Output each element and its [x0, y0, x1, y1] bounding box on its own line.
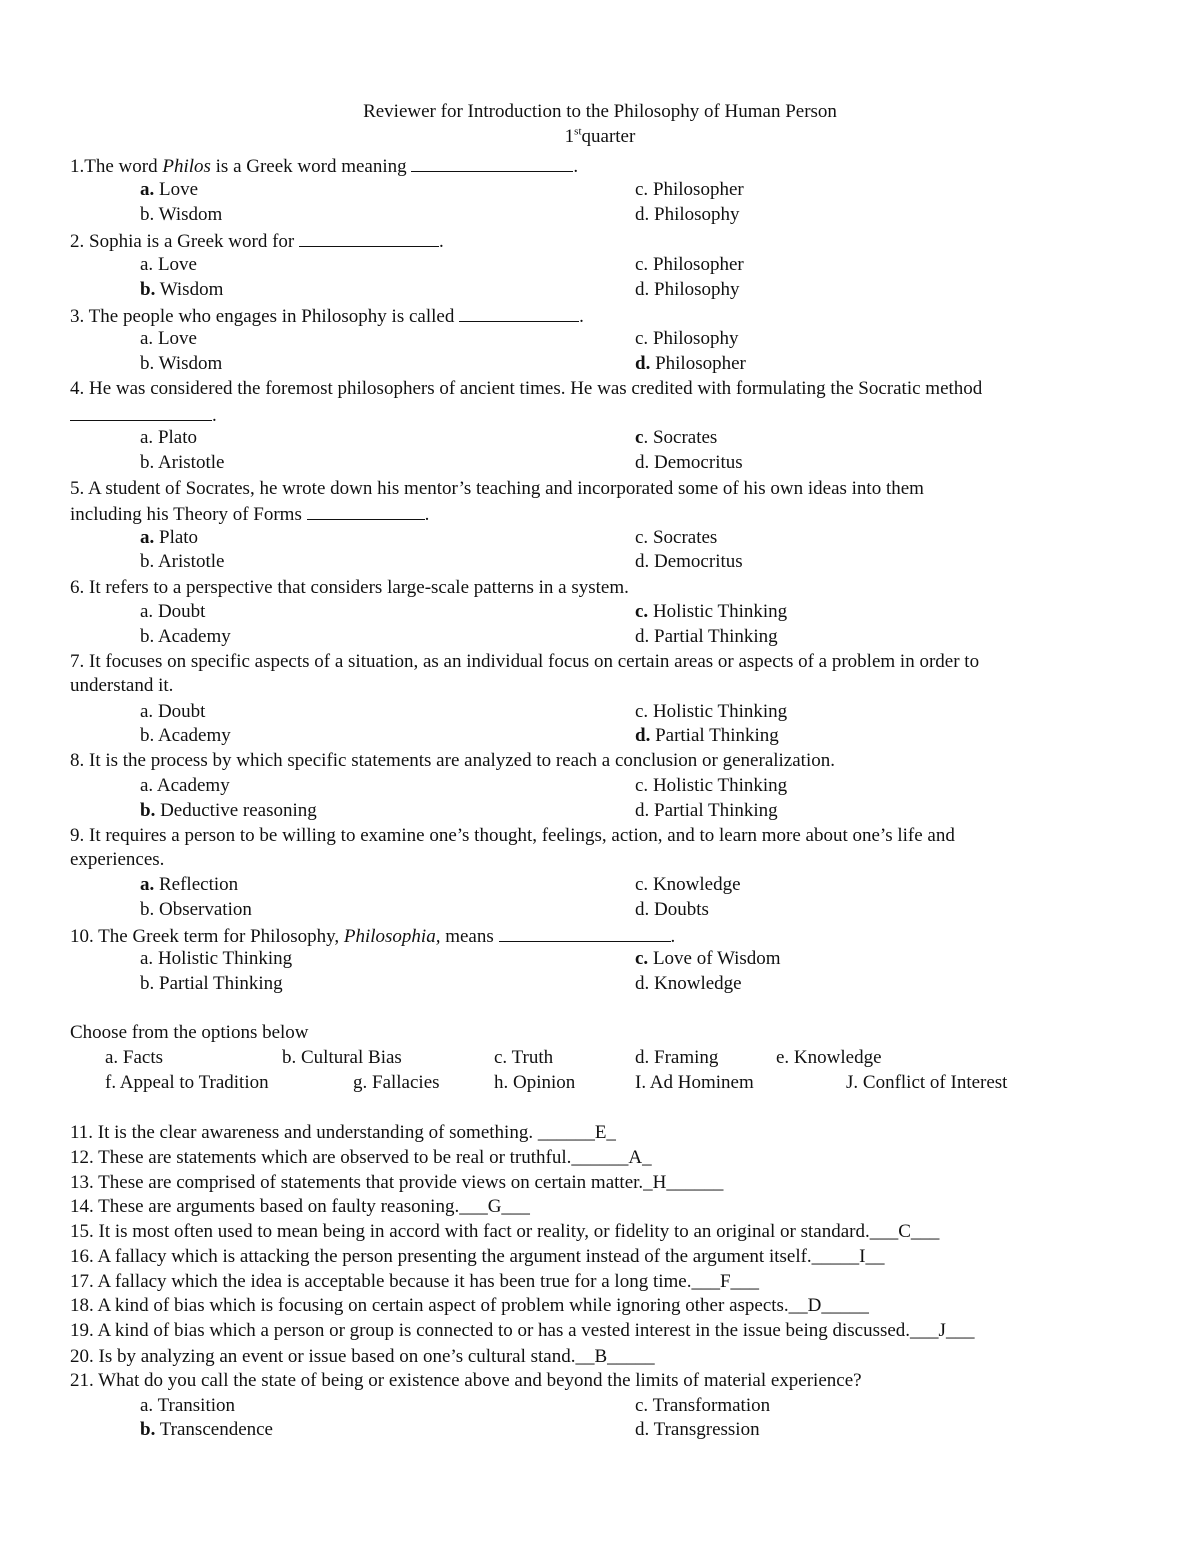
option: [140, 1394, 235, 1419]
option-letter: c.: [635, 701, 649, 722]
option: [140, 426, 197, 451]
option-text: Aristotle: [154, 551, 225, 572]
question-stem: Sophia is a Greek word for: [84, 231, 300, 252]
q7-options-row-2: [0, 724, 1200, 749]
q3-options-row-1: [0, 327, 1200, 352]
option: [140, 625, 231, 650]
option-text: Academy: [153, 775, 230, 796]
option-text: Academy: [154, 626, 231, 647]
option: [140, 724, 231, 749]
blank-end: .: [424, 504, 430, 525]
option-letter: a.: [140, 874, 155, 895]
option: [140, 550, 224, 575]
option-letter: b.: [140, 626, 155, 647]
question-9: [70, 824, 1130, 849]
option: [140, 972, 283, 997]
matching-item-14: 14. These are arguments based on faulty reasoning.___G___: [70, 1196, 530, 1217]
choice-item: a. Facts: [105, 1047, 164, 1068]
option-letter: b.: [140, 353, 155, 374]
question-2: [70, 228, 1130, 253]
option-letter: c: [635, 427, 644, 448]
q3-options-row-2: [0, 352, 1200, 377]
option-text: Philosophy: [649, 279, 740, 300]
q2-options-row-1: [0, 253, 1200, 278]
question-4: [70, 377, 1130, 402]
choice-item: b. Cultural Bias: [282, 1047, 402, 1068]
option: [140, 799, 317, 824]
quarter-number: 1: [564, 126, 575, 147]
answer-blank: [411, 153, 573, 172]
option-text: Holistic Thinking: [153, 948, 293, 969]
option-text: Academy: [154, 725, 231, 746]
option-letter: b.: [140, 279, 156, 300]
option-text: Philosophy: [648, 328, 739, 349]
option-text: Partial Thinking: [650, 725, 779, 746]
option-letter: d.: [635, 204, 650, 225]
option-text: Love: [154, 179, 199, 200]
option-text: Deductive reasoning: [155, 800, 317, 821]
option: [635, 700, 787, 725]
option-letter: b.: [140, 899, 155, 920]
q5-options-row-2: [0, 550, 1200, 575]
q4-options-row-1: [0, 426, 1200, 451]
question-9-line-2: [70, 848, 1130, 873]
question-number: 4.: [70, 378, 85, 399]
blank-end: .: [439, 231, 444, 252]
question-stem: A student of Socrates, he wrote down his mentor’s teaching and incorporated some of his own ideas into them: [84, 478, 924, 499]
question-number: 3.: [70, 306, 85, 327]
option-letter: b.: [140, 204, 155, 225]
question-5: [70, 477, 1130, 502]
option-text: Partial Thinking: [649, 626, 778, 647]
option-letter: b.: [140, 973, 155, 994]
matching-item-12: 12. These are statements which are observed to be real or truthful.______A_: [70, 1147, 652, 1168]
option: [635, 278, 740, 303]
question-stem-cont: including his Theory of Forms: [70, 504, 307, 525]
answer-blank: [499, 923, 671, 942]
option-letter: c.: [635, 601, 649, 622]
q6-options-row-1: [0, 600, 1200, 625]
q1-options-row-2: [0, 203, 1200, 228]
question-7-line-2: [70, 674, 1130, 699]
option-letter: c.: [635, 179, 649, 200]
matching-item-15: 15. It is most often used to mean being in accord with fact or reality, or fidelity to an original or standard.___C___: [70, 1221, 940, 1242]
question-stem: It refers to a perspective that considers large-scale patterns in a system.: [84, 577, 629, 598]
option: [635, 625, 778, 650]
option: [635, 352, 746, 377]
choices-row-1: [0, 1046, 1200, 1071]
question-number: 6.: [70, 577, 85, 598]
option: [140, 278, 223, 303]
option: [635, 724, 779, 749]
question-4-line-2: [70, 402, 1130, 427]
option: [635, 898, 709, 923]
option: [140, 526, 198, 551]
option: [635, 426, 717, 451]
option-letter: d.: [635, 551, 650, 572]
q21-options-row-2: [0, 1418, 1200, 1443]
option: [140, 352, 222, 377]
matching-item-11: 11. It is the clear awareness and understanding of something. ______E_: [70, 1122, 616, 1143]
choice-item: d. Framing: [635, 1047, 719, 1068]
question-8: [70, 749, 1130, 774]
option-letter: c.: [635, 948, 649, 969]
option-text: Wisdom: [155, 279, 224, 300]
option-letter: d.: [635, 353, 651, 374]
q5-options-row-1: [0, 526, 1200, 551]
option-letter: d.: [635, 725, 651, 746]
option-text: . Socrates: [643, 427, 718, 448]
option: [140, 1418, 273, 1443]
matching-item-16: 16. A fallacy which is attacking the person presenting the argument instead of the argument itself._____I__: [70, 1246, 885, 1267]
option: [140, 451, 224, 476]
option-text: Love of Wisdom: [648, 948, 781, 969]
q2-options-row-2: [0, 278, 1200, 303]
option: [140, 873, 238, 898]
option-text: Observation: [154, 899, 252, 920]
question-stem: It requires a person to be willing to examine one’s thought, feelings, action, and to learn more about one’s life and: [84, 825, 955, 846]
question-number: 10.: [70, 926, 94, 947]
question-stem: He was considered the foremost philosophers of ancient times. He was credited with formulating the Socratic method: [84, 378, 983, 399]
option-text: Aristotle: [154, 452, 225, 473]
option-letter: c.: [635, 874, 649, 895]
option-letter: c.: [635, 775, 649, 796]
choice-item: I. Ad Hominem: [635, 1072, 754, 1093]
option-text: Democritus: [649, 551, 743, 572]
q21-options-row-1: [0, 1394, 1200, 1419]
question-number: 7.: [70, 651, 85, 672]
choice-item: J. Conflict of Interest: [846, 1072, 1008, 1093]
q8-options-row-2: [0, 799, 1200, 824]
option-text: Philosopher: [648, 254, 744, 275]
option-letter: b.: [140, 725, 155, 746]
matching-item-19: 19. A kind of bias which a person or group is connected to or has a vested interest in the issue being discussed.___J___: [70, 1320, 975, 1341]
option: [635, 550, 743, 575]
blank-end: .: [670, 926, 676, 947]
matching-item-20: 20. Is by analyzing an event or issue based on one’s cultural stand.__B_____: [70, 1346, 655, 1367]
question-stem: It is the process by which specific statements are analyzed to reach a conclusion or generalization.: [84, 750, 835, 771]
option-letter: a.: [140, 948, 154, 969]
quarter-word: quarter: [581, 126, 636, 147]
option-text: Philosopher: [648, 179, 744, 200]
choice-item: e. Knowledge: [776, 1047, 882, 1068]
answer-blank: [70, 402, 212, 421]
option: [635, 253, 744, 278]
option: [140, 600, 205, 625]
quarter-superscript: st: [574, 125, 582, 138]
question-6: [70, 576, 1130, 601]
question-5-line-2: [70, 501, 1130, 526]
question-1: [70, 153, 1130, 178]
option-text: Doubt: [153, 601, 206, 622]
option: [635, 873, 741, 898]
option-letter: a.: [140, 1395, 154, 1416]
option: [140, 203, 222, 228]
option-text: Plato: [154, 527, 199, 548]
option: [635, 1418, 760, 1443]
question-number: 8.: [70, 750, 85, 771]
answer-blank: [307, 501, 425, 520]
option-letter: b.: [140, 800, 156, 821]
option-letter: d.: [635, 279, 650, 300]
option: [635, 799, 778, 824]
option-letter: a.: [140, 527, 155, 548]
option-letter: c.: [635, 527, 649, 548]
option-letter: d.: [635, 973, 650, 994]
option-letter: a.: [140, 701, 154, 722]
question-stem: The people who engages in Philosophy is called: [84, 306, 460, 327]
option-letter: d.: [635, 452, 650, 473]
q10-options-row-2: [0, 972, 1200, 997]
question-stem: The word: [84, 156, 163, 177]
question-stem-cont: is a Greek word meaning: [210, 156, 412, 177]
question-21: 21. What do you call the state of being or existence above and beyond the limits of material experience?: [70, 1370, 862, 1391]
option: [635, 600, 787, 625]
choices-heading: Choose from the options below: [70, 1022, 309, 1043]
option: [635, 526, 717, 551]
option-letter: c.: [635, 328, 649, 349]
option-letter: b.: [140, 452, 155, 473]
matching-item-13: 13. These are comprised of statements that provide views on certain matter._H______: [70, 1172, 724, 1193]
option: [635, 947, 781, 972]
q4-options-row-2: [0, 451, 1200, 476]
q9-options-row-1: [0, 873, 1200, 898]
option: [635, 774, 787, 799]
option: [635, 327, 738, 352]
question-stem-cont: experiences.: [70, 849, 165, 870]
question-10: [70, 923, 1130, 948]
option: [635, 451, 743, 476]
option-text: Knowledge: [648, 874, 741, 895]
blank-end: .: [579, 306, 584, 327]
option-text: Wisdom: [154, 204, 223, 225]
question-stem: It focuses on specific aspects of a situation, as an individual focus on certain areas or aspects of a problem in order to: [84, 651, 980, 672]
option-text: Philosophy: [649, 204, 740, 225]
q1-options-row-1: [0, 178, 1200, 203]
answer-blank: [459, 303, 579, 322]
choice-item: c. Truth: [494, 1047, 554, 1068]
choice-item: h. Opinion: [494, 1072, 576, 1093]
question-number: 2.: [70, 231, 85, 252]
option-text: Transformation: [648, 1395, 771, 1416]
choices-row-2: [0, 1071, 1200, 1096]
question-stem-cont: understand it.: [70, 675, 174, 696]
question-number: 1.: [70, 156, 85, 177]
choice-item: f. Appeal to Tradition: [105, 1072, 269, 1093]
option: [140, 700, 205, 725]
option-text: Wisdom: [154, 353, 223, 374]
question-stem: The Greek term for Philosophy,: [93, 926, 344, 947]
option-letter: a.: [140, 254, 154, 275]
option-letter: a.: [140, 601, 154, 622]
option: [140, 898, 252, 923]
option: [635, 178, 744, 203]
option-text: Transcendence: [155, 1419, 273, 1440]
option: [635, 972, 742, 997]
option-text: Holistic Thinking: [648, 701, 788, 722]
question-number: 5.: [70, 478, 85, 499]
option-letter: a.: [140, 328, 154, 349]
question-italic-term: Philos: [162, 156, 211, 177]
matching-item-17: 17. A fallacy which the idea is acceptable because it has been true for a long time.___F___: [70, 1271, 760, 1292]
option-text: Transition: [153, 1395, 236, 1416]
question-number: 9.: [70, 825, 85, 846]
option-text: Holistic Thinking: [648, 775, 788, 796]
option-text: Plato: [153, 427, 197, 448]
question-italic-term: Philosophia,: [343, 926, 441, 947]
option: [140, 774, 230, 799]
document-title: Reviewer for Introduction to the Philosophy of Human Person: [363, 101, 837, 122]
option-text: Reflection: [154, 874, 239, 895]
matching-item-18: 18. A kind of bias which is focusing on certain aspect of problem while ignoring other aspects.__D_____: [70, 1295, 869, 1316]
q10-options-row-1: [0, 947, 1200, 972]
option-text: Socrates: [648, 527, 718, 548]
q9-options-row-2: [0, 898, 1200, 923]
q7-options-row-1: [0, 700, 1200, 725]
quarter-label: [0, 125, 1200, 150]
blank-end: .: [573, 156, 579, 177]
option-text: Partial Thinking: [154, 973, 283, 994]
option-letter: d.: [635, 899, 650, 920]
option-text: Democritus: [649, 452, 743, 473]
option-text: Doubts: [649, 899, 709, 920]
option: [140, 327, 197, 352]
option-text: Holistic Thinking: [648, 601, 788, 622]
q8-options-row-1: [0, 774, 1200, 799]
option: [140, 178, 198, 203]
option-letter: a.: [140, 179, 155, 200]
option: [635, 1394, 770, 1419]
choice-item: g. Fallacies: [353, 1072, 440, 1093]
option-text: Transgression: [649, 1419, 760, 1440]
option-text: Philosopher: [650, 353, 746, 374]
option-text: Doubt: [153, 701, 206, 722]
q6-options-row-2: [0, 625, 1200, 650]
option-text: Knowledge: [649, 973, 742, 994]
option-letter: b.: [140, 1419, 156, 1440]
option: [140, 947, 292, 972]
option-letter: b.: [140, 551, 155, 572]
option-text: Love: [153, 328, 197, 349]
answer-blank: [299, 228, 439, 247]
option-letter: d.: [635, 800, 650, 821]
option-letter: d.: [635, 1419, 650, 1440]
option-letter: d.: [635, 626, 650, 647]
option: [140, 253, 197, 278]
option-letter: c.: [635, 254, 649, 275]
option-text: Love: [153, 254, 197, 275]
question-7: [70, 650, 1130, 675]
option-letter: a.: [140, 427, 154, 448]
option-letter: a.: [140, 775, 154, 796]
question-3: [70, 303, 1130, 328]
question-stem-cont: means: [440, 926, 499, 947]
option: [635, 203, 740, 228]
option-letter: c.: [635, 1395, 649, 1416]
option-text: Partial Thinking: [649, 800, 778, 821]
blank-end: .: [212, 405, 217, 426]
